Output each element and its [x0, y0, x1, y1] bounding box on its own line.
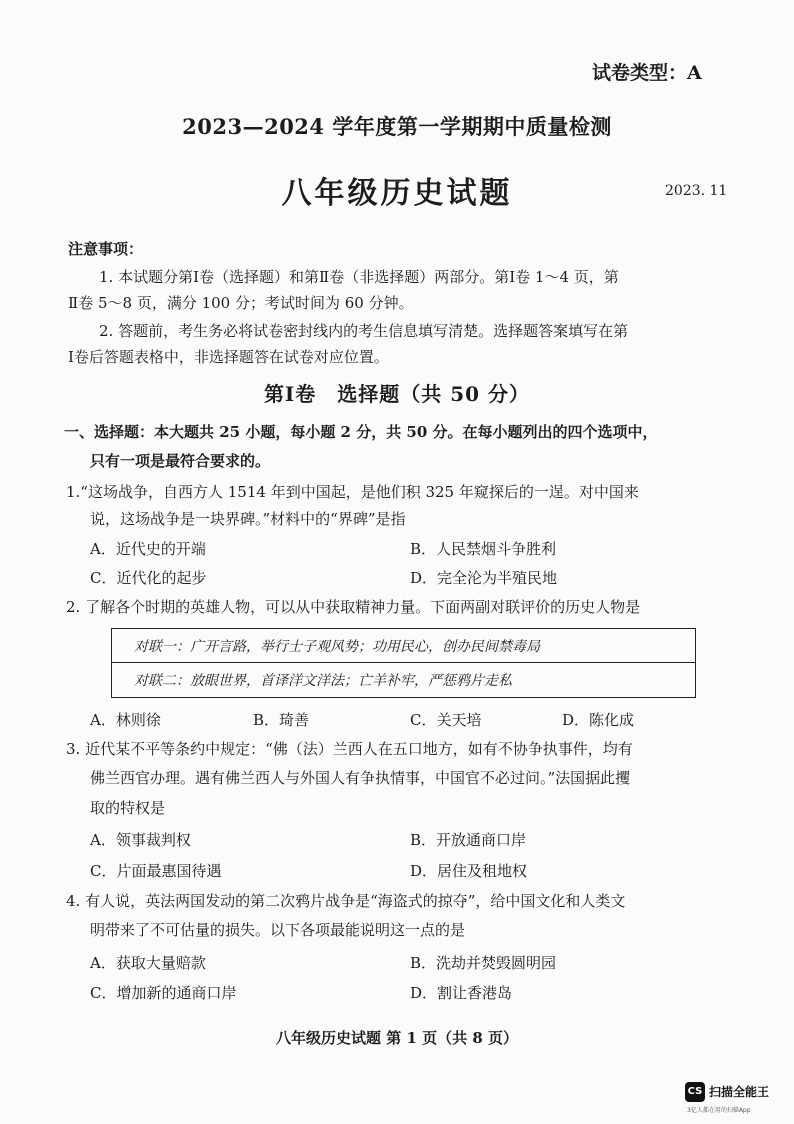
section-instruction-line-2: 只有一项是最符合要求的。	[90, 452, 271, 470]
question-4-option-b[interactable]: B．洗劫并焚毁圆明园	[410, 954, 557, 972]
notice-item-1-line-2: Ⅱ卷 5～8 页，满分 100 分；考试时间为 60 分钟。	[68, 294, 414, 312]
question-4-stem-line-1: 4. 有人说，英法两国发动的第二次鸦片战争是“海盗式的掠夺”，给中国文化和人类文	[66, 892, 626, 910]
question-3-option-d[interactable]: D．居住及租地权	[410, 862, 528, 880]
question-3-option-c[interactable]: C．片面最惠国待遇	[90, 862, 222, 880]
question-4-option-c[interactable]: C．增加新的通商口岸	[90, 984, 237, 1002]
couplet-divider	[112, 662, 695, 663]
scanner-app-name: 扫描全能王	[709, 1085, 770, 1099]
page-footer: 八年级历史试题 第 1 页（共 8 页）	[276, 1029, 518, 1047]
question-1-option-a[interactable]: A．近代史的开端	[90, 540, 206, 558]
question-1-option-d[interactable]: D．完全沦为半殖民地	[410, 569, 558, 587]
question-1-stem-line-1: 1.“这场战争，自西方人 1514 年到中国起，是他们积 325 年窥探后的一逞。对中国来	[66, 483, 639, 501]
section-instruction-line-1: 一、选择题：本大题共 25 小题，每小题 2 分，共 50 分。在每小题列出的四个选项中，	[64, 423, 658, 441]
question-3-stem-line-1: 3. 近代某不平等条约中规定：“佛（法）兰西人在五口地方，如有不协争执事件，均有	[66, 740, 633, 758]
question-4-option-a[interactable]: A．获取大量赔款	[90, 954, 206, 972]
notice-heading: 注意事项：	[68, 240, 144, 258]
question-3-stem-line-2: 佛兰西官办理。遇有佛兰西人与外国人有争执情事，中国官不必过问。”法国据此攫	[90, 769, 631, 787]
notice-item-1-line-1: 1. 本试题分第Ⅰ卷（选择题）和第Ⅱ卷（非选择题）两部分。第Ⅰ卷 1～4 页，第	[99, 268, 619, 286]
question-2-option-c[interactable]: C．关天培	[410, 711, 482, 729]
exam-title: 2023—2024 学年度第一学期期中质量检测	[182, 114, 612, 139]
couplet-box	[111, 628, 696, 698]
question-3-option-a[interactable]: A．领事裁判权	[90, 831, 191, 849]
question-2-stem-line-1: 2. 了解各个时期的英雄人物，可以从中获取精神力量。下面两副对联评价的历史人物是	[66, 598, 641, 616]
question-2-option-a[interactable]: A．林则徐	[90, 711, 161, 729]
notice-item-2-line-2: Ⅰ卷后答题表格中，非选择题答在试卷对应位置。	[68, 348, 389, 366]
exam-date: 2023. 11	[665, 183, 728, 199]
question-2-option-d[interactable]: D．陈化成	[562, 711, 635, 729]
question-2-option-b[interactable]: B．琦善	[253, 711, 310, 729]
subject-title: 八年级历史试题	[281, 176, 513, 211]
section-heading: 第Ⅰ卷 选择题（共 50 分）	[263, 382, 531, 406]
scanner-watermark	[681, 1080, 791, 1118]
question-4-stem-line-2: 明带来了不可估量的损失。以下各项最能说明这一点的是	[90, 921, 466, 939]
question-3-option-b[interactable]: B．开放通商口岸	[410, 831, 527, 849]
question-4-option-d[interactable]: D．割让香港岛	[410, 984, 513, 1002]
notice-item-2-line-1: 2. 答题前，考生务必将试卷密封线内的考生信息填写清楚。选择题答案填写在第	[99, 322, 629, 340]
question-3-stem-line-3: 取的特权是	[90, 799, 166, 817]
question-1-option-b[interactable]: B．人民禁烟斗争胜利	[410, 540, 557, 558]
scanner-logo-icon: CS	[685, 1082, 705, 1102]
question-1-option-c[interactable]: C．近代化的起步	[90, 569, 207, 587]
couplet-1: 对联一：广开言路，举行士子观风势；功用民心，创办民间禁毒局	[134, 639, 540, 655]
couplet-2: 对联二：放眼世界，首译洋文洋法；亡羊补牢，严惩鸦片走私	[134, 673, 512, 689]
paper-type-label: 试卷类型：A	[592, 62, 702, 84]
question-1-stem-line-2: 说，这场战争是一块界碑。”材料中的“界碑”是指	[90, 510, 406, 528]
scanner-tagline: 3亿人都在用的扫描App	[687, 1107, 751, 1114]
